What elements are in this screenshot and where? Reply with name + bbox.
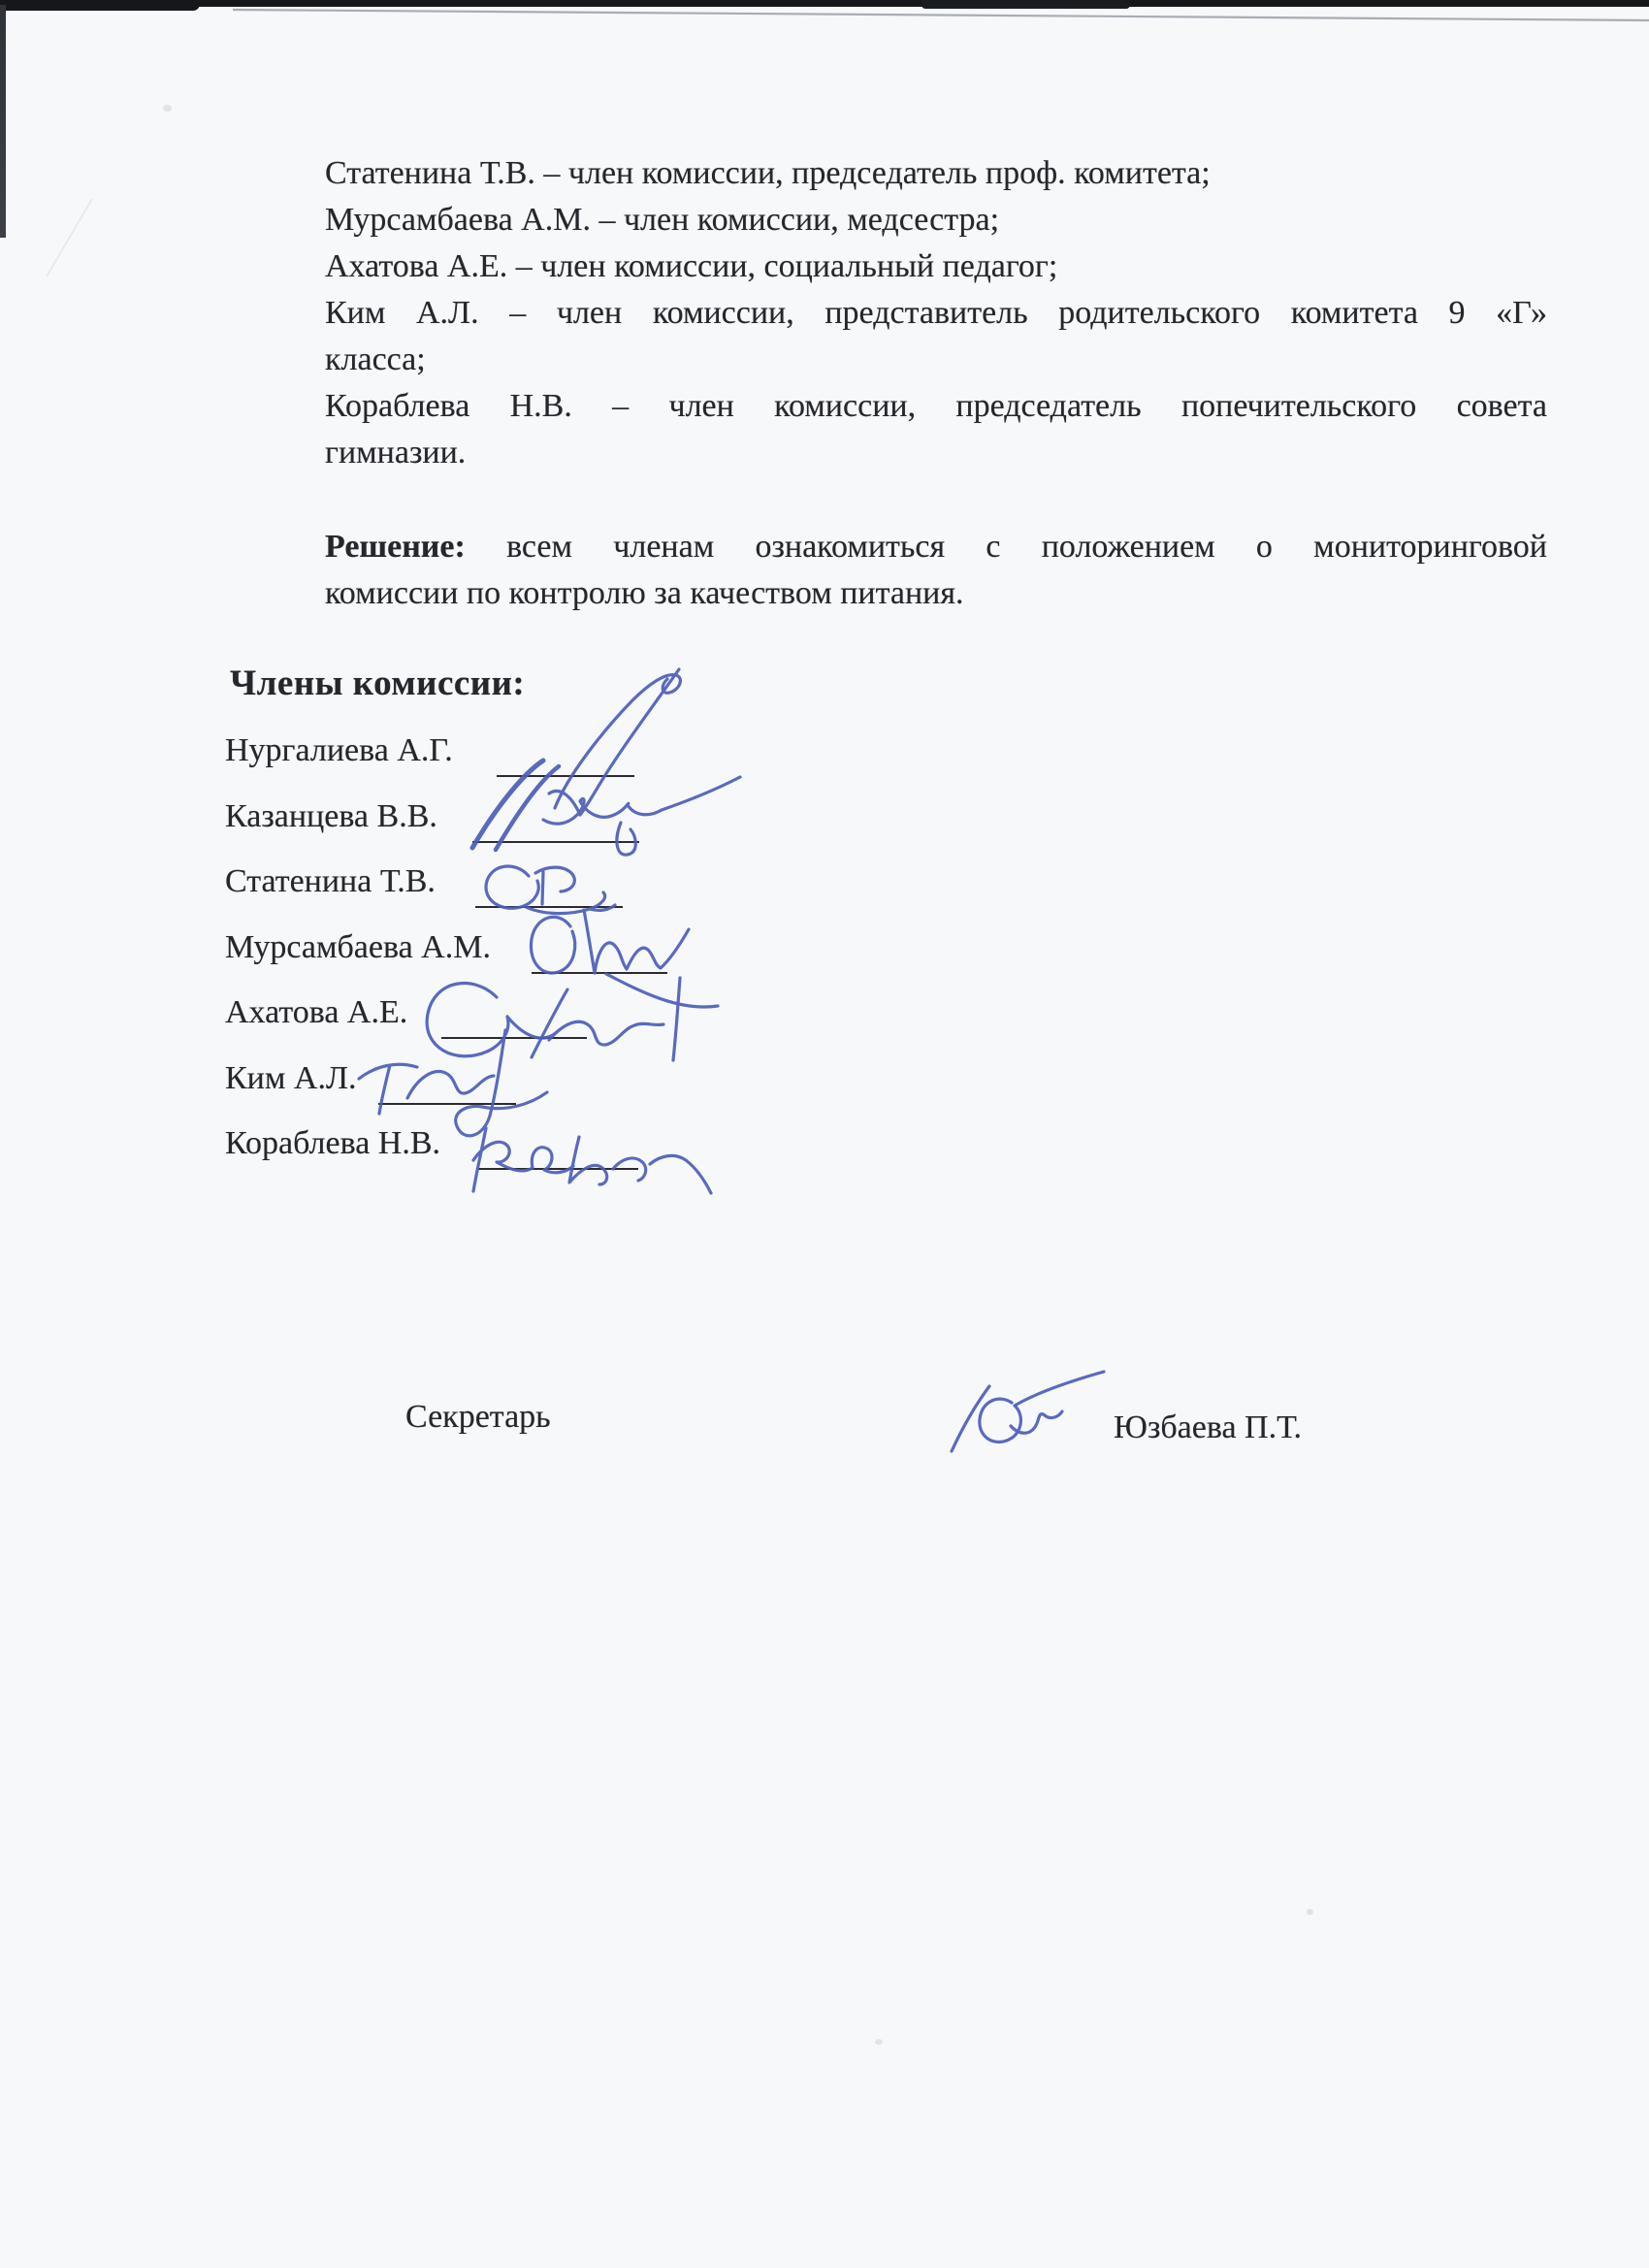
signer-name: Мурсамбаева А.М. (225, 929, 491, 965)
signer-name: Статенина Т.В. (225, 863, 436, 899)
scan-left-edge (0, 5, 6, 238)
signer-name: Кораблева Н.В. (225, 1125, 441, 1161)
signer-name: Казанцева В.В. (225, 798, 437, 834)
scan-top-bar-left (0, 0, 200, 11)
member-line: Мурсамбаева А.М. – член комиссии, медсестра; (325, 202, 1000, 238)
scan-speck (1307, 1909, 1313, 1915)
decision-text: всем членам ознакомиться с положением о мониторинговой (506, 529, 1547, 565)
scan-speck (163, 105, 172, 112)
decision-label: Решение: (325, 529, 466, 565)
signature-korableva (473, 1128, 711, 1193)
member-line: класса; (325, 341, 426, 377)
signature-line (478, 1168, 638, 1170)
signature-line (441, 1037, 587, 1039)
member-line: Ким А.Л. – член комиссии, представитель родительского комитета 9 «Г» (325, 295, 1547, 331)
signature-line (475, 906, 623, 908)
decision-paragraph (325, 524, 1547, 617)
member-line: Ахатова А.Е. – член комиссии, социальный педагог; (325, 248, 1058, 284)
member-list (325, 150, 1547, 476)
signer-name: Ахатова А.Е. (225, 994, 408, 1030)
member-line: Кораблева Н.В. – член комиссии, председатель попечительского совета (325, 388, 1547, 424)
signature-line (378, 1103, 516, 1105)
decision-line-2: комиссии по контролю за качеством питания. (325, 575, 964, 611)
signature-line (532, 972, 667, 974)
signature-line (472, 841, 639, 843)
scan-speck (875, 2039, 883, 2045)
signature-nurgalieva (549, 669, 680, 815)
signature-mursambaeva (531, 910, 689, 973)
signers-heading: Члены комиссии: (230, 664, 526, 703)
scan-top-bar-bump (922, 0, 1130, 9)
signature-akhatova (427, 974, 718, 1060)
signature-line (497, 775, 634, 777)
secretary-signature (952, 1372, 1104, 1451)
member-line: гимназии. (325, 435, 467, 470)
scan-top-bar (0, 0, 1649, 7)
footer-role: Секретарь (405, 1399, 551, 1435)
footer-name: Юзбаева П.Т. (1114, 1409, 1302, 1445)
decision-line-1 (325, 524, 1547, 570)
signer-name: Нургалиева А.Г. (225, 732, 453, 768)
signer-name: Ким А.Л. (225, 1060, 357, 1096)
member-line: Статенина Т.В. – член комиссии, председатель проф. комитета; (325, 155, 1211, 191)
